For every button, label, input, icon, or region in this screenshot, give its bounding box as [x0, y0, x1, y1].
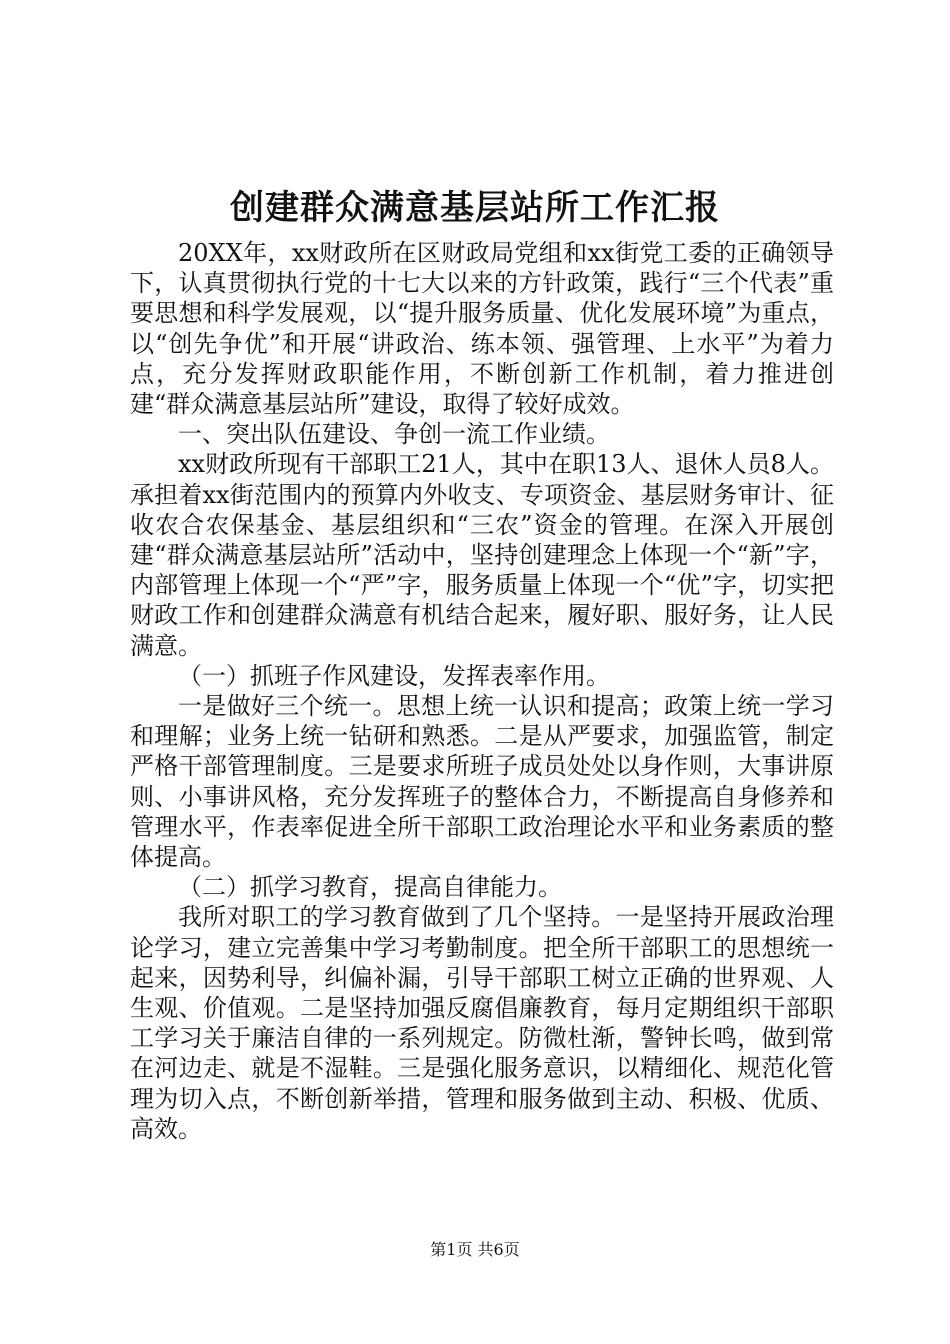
document-title: 创建群众满意基层站所工作汇报	[230, 188, 720, 228]
page-footer: 第1页 共6页	[430, 1240, 520, 1259]
subsection-heading-1: （一）抓班子作风建设，发挥表率作用。	[178, 661, 610, 690]
document-body	[130, 238, 834, 1144]
paragraph-staff: xx财政所现有干部职工21人，其中在职13人、退休人员8人。承担着xx街范围内的预算内外收支、专项资金、基层财务审计、征收农合农保基金、基层组织和“三农”资金的管理。在深入开展创建“群众满意基层站所”活动中，坚持创建理念上体现一个“新”字，内部管理上体现一个“严”字，服务质量上体现一个“优”字，切实把财政工作和创建群众满意有机结合起来，履好职、服好务，让人民满意。	[130, 450, 834, 660]
subsection-heading-2: （二）抓学习教育，提高自律能力。	[178, 873, 562, 902]
paragraph-intro: 20XX年，xx财政所在区财政局党组和xx街党工委的正确领导下，认真贯彻执行党的十七大以来的方针政策，践行“三个代表”重要思想和科学发展观，以“提升服务质量、优化发展环境”为重点，以“创先争优”和开展“讲政治、练本领、强管理、上水平”为着力点，充分发挥财政职能作用，不断创新工作机制，着力推进创建“群众满意基层站所”建设，取得了较好成效。	[130, 239, 834, 419]
section-heading-1: 一、突出队伍建设、争创一流工作业绩。	[178, 420, 610, 449]
paragraph-education: 我所对职工的学习教育做到了几个坚持。一是坚持开展政治理论学习，建立完善集中学习考勤制度。把全所干部职工的思想统一起来，因势利导，纠偏补漏，引导干部职工树立正确的世界观、人生观、价值观。二是坚持加强反腐倡廉教育，每月定期组织干部职工学习关于廉洁自律的一系列规定。防微杜渐，警钟长鸣，做到常在河边走、就是不湿鞋。三是强化服务意识，以精细化、规范化管理为切入点，不断创新举措，管理和服务做到主动、积极、优质、高效。	[130, 903, 834, 1143]
paragraph-leadership: 一是做好三个统一。思想上统一认识和提高；政策上统一学习和理解；业务上统一钻研和熟悉。二是从严要求，加强监管，制定严格干部管理制度。三是要求所班子成员处处以身作则，大事讲原则、小事讲风格，充分发挥班子的整体合力，不断提高自身修养和管理水平，作表率促进全所干部职工政治理论水平和业务素质的整体提高。	[130, 692, 834, 872]
